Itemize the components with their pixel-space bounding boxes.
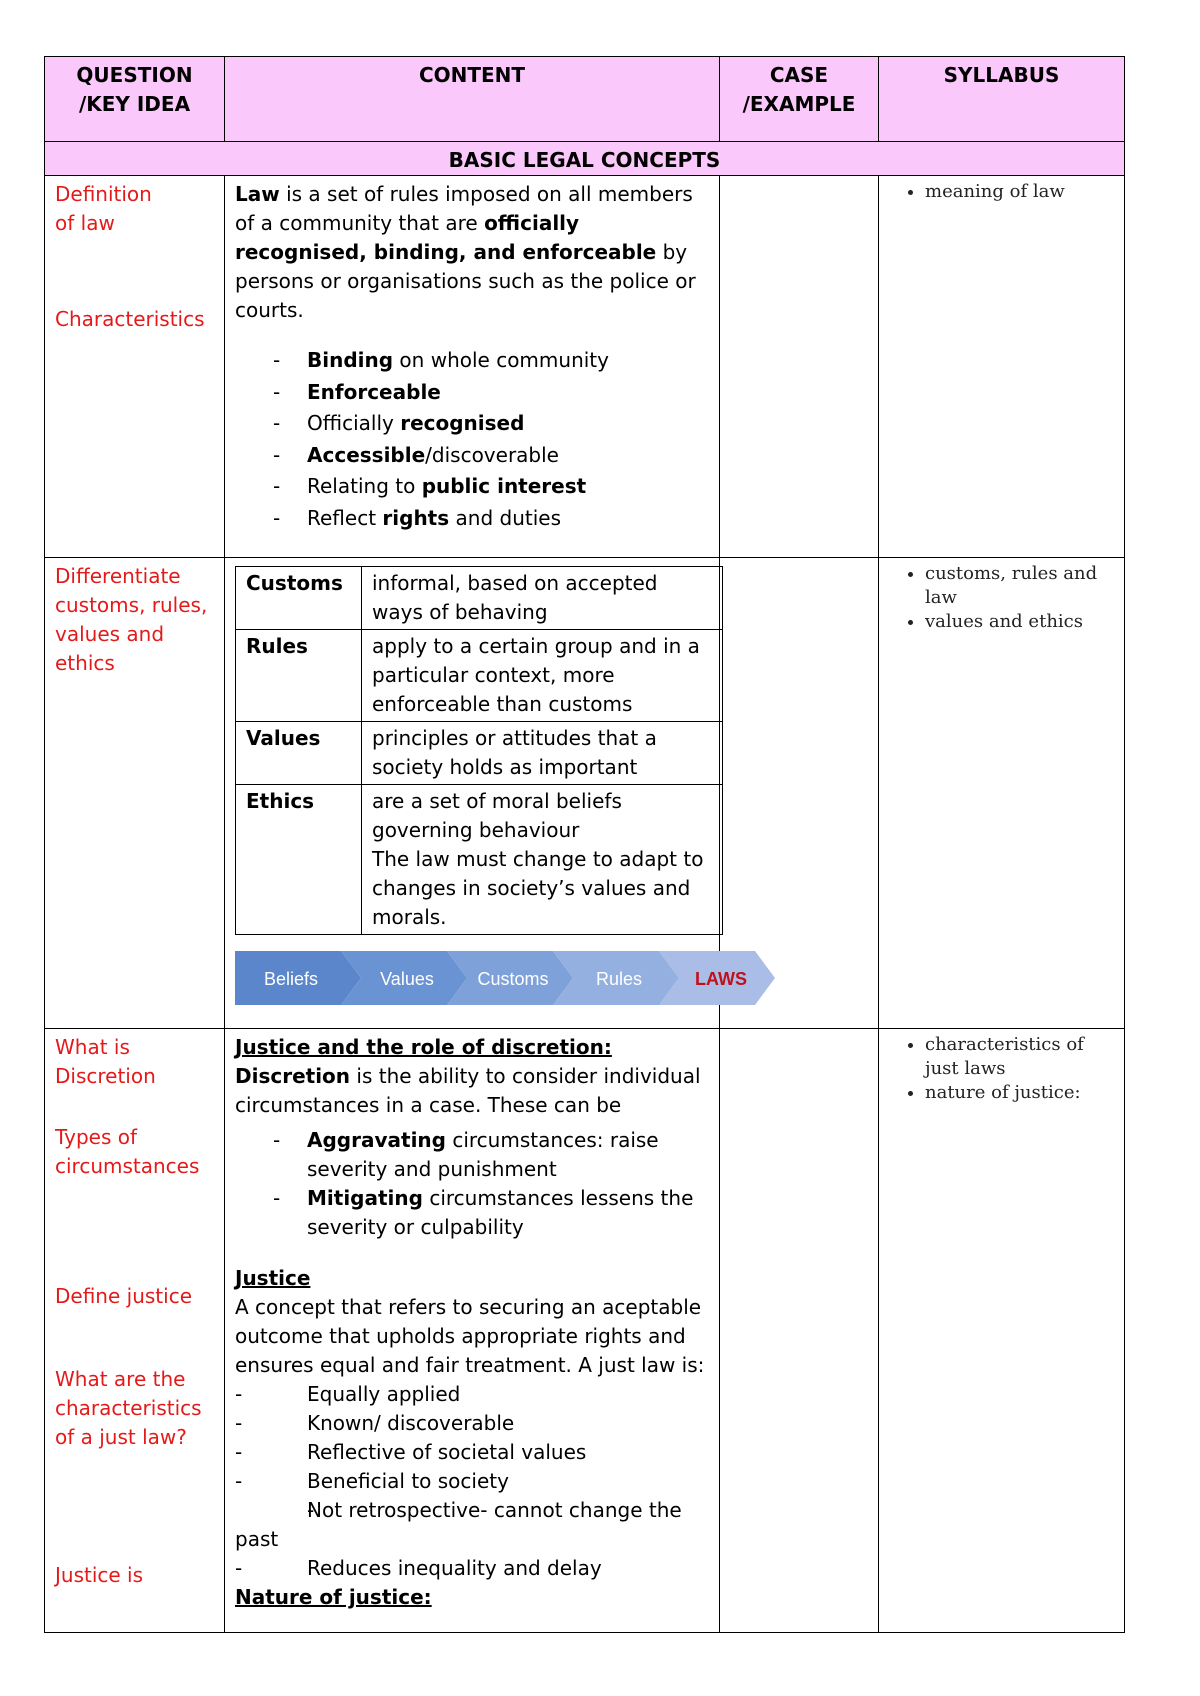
header-syllabus: SYLLABUS (879, 57, 1125, 142)
list-item: - Officially recognised (235, 408, 709, 440)
syllabus-cell (879, 1029, 1125, 1633)
header-question: QUESTION /KEY IDEA (45, 57, 225, 142)
circumstances-list (235, 1126, 709, 1242)
list-item: - Enforceable (235, 377, 709, 409)
question-cell (45, 1029, 225, 1633)
header-content: CONTENT (225, 57, 720, 142)
discretion-definition: Discretion is the ability to consider individual circumstances in a case. These can be (235, 1064, 701, 1117)
case-cell (720, 176, 879, 558)
row-law-definition (45, 176, 1125, 558)
term-desc: informal, based on accepted ways of behaving (362, 567, 723, 630)
heading-justice: Justice (235, 1266, 311, 1290)
list-item: - Reduces inequality and delay (235, 1554, 709, 1583)
question-item: Types of circumstances (55, 1125, 200, 1178)
table-row (236, 785, 723, 935)
section-row (45, 142, 1125, 176)
syllabus-cell (879, 176, 1125, 558)
question-cell (45, 176, 225, 558)
question-item: Define justice (55, 1284, 192, 1308)
term-values: Values (236, 722, 362, 785)
list-item: - Aggravating circumstances: raise severity and punishment (235, 1126, 709, 1184)
list-item: - Reflective of societal values (235, 1438, 709, 1467)
header-case: CASE /EXAMPLE (720, 57, 879, 142)
list-item: - Reflect rights and duties (235, 503, 709, 535)
syllabus-item: • customs, rules and law (925, 562, 1114, 610)
question-item: Characteristics (55, 307, 205, 331)
heading-nature-of-justice: Nature of justice: (235, 1585, 432, 1609)
justice-definition: A concept that refers to securing an aceptable outcome that upholds appropriate rights and ensures equal and fair treatment. A just law is: (235, 1295, 705, 1377)
content-cell (225, 176, 720, 558)
study-notes-table (44, 56, 1125, 1633)
list-item: - Relating to public interest (235, 471, 709, 503)
case-cell (720, 1029, 879, 1633)
term-ethics: Ethics (236, 785, 362, 935)
term-customs: Customs (236, 567, 362, 630)
syllabus-list (889, 562, 1114, 634)
list-item: - Beneficial to society (235, 1467, 709, 1496)
list-item: - Known/ discoverable (235, 1409, 709, 1438)
syllabus-item: • characteristics of just laws (925, 1033, 1114, 1081)
law-definition: Law is a set of rules imposed on all members of a community that are officially recognised, binding, and enforceable by persons or organisations such as the police or courts. (235, 182, 696, 322)
table-row (236, 630, 723, 722)
syllabus-cell (879, 558, 1125, 1029)
law-hierarchy-diagram (235, 947, 775, 1009)
list-item: - Binding on whole community (235, 345, 709, 377)
syllabus-item: • meaning of law (925, 180, 1114, 204)
header-row (45, 57, 1125, 142)
syllabus-list (889, 1033, 1114, 1105)
term-rules: Rules (236, 630, 362, 722)
term-desc: apply to a certain group and in a particular context, more enforceable than customs (362, 630, 723, 722)
list-item: - Accessible/discoverable (235, 440, 709, 472)
chevron-label: LAWS (695, 969, 747, 989)
list-item: - Equally applied (235, 1380, 709, 1409)
question-item: What is Discretion (55, 1035, 156, 1088)
content-cell (225, 1029, 720, 1633)
row-justice (45, 1029, 1125, 1633)
chevron-label: Values (380, 969, 434, 989)
syllabus-item: • values and ethics (925, 610, 1114, 634)
terms-table (235, 566, 723, 935)
characteristics-list (235, 345, 709, 534)
heading-discretion: Justice and the role of discretion: (235, 1035, 612, 1059)
row-customs-rules (45, 558, 1125, 1029)
list-item: - Not retrospective- cannot change the past (235, 1496, 709, 1554)
question-item: Definition of law (55, 182, 152, 235)
chevron-label: Rules (595, 969, 643, 989)
question-item: Justice is (55, 1563, 144, 1587)
term-desc: principles or attitudes that a society holds as important (362, 722, 723, 785)
question-item: Differentiate customs, rules, values and ethics (55, 564, 208, 675)
table-row (236, 722, 723, 785)
list-item: - Mitigating circumstances lessens the severity or culpability (235, 1184, 709, 1242)
term-desc: are a set of moral beliefs governing behaviour The law must change to adapt to changes in society’s values and morals. (362, 785, 723, 935)
chevron-label: Beliefs (263, 969, 319, 989)
just-law-list (235, 1380, 709, 1583)
chevron-label: Customs (477, 969, 549, 989)
question-cell (45, 558, 225, 1029)
table-row (236, 567, 723, 630)
section-title: BASIC LEGAL CONCEPTS (45, 142, 1125, 176)
syllabus-item: • nature of justice: (925, 1081, 1114, 1105)
syllabus-list (889, 180, 1114, 204)
content-cell (225, 558, 747, 1029)
question-item: What are the characteristics of a just law? (55, 1367, 202, 1449)
